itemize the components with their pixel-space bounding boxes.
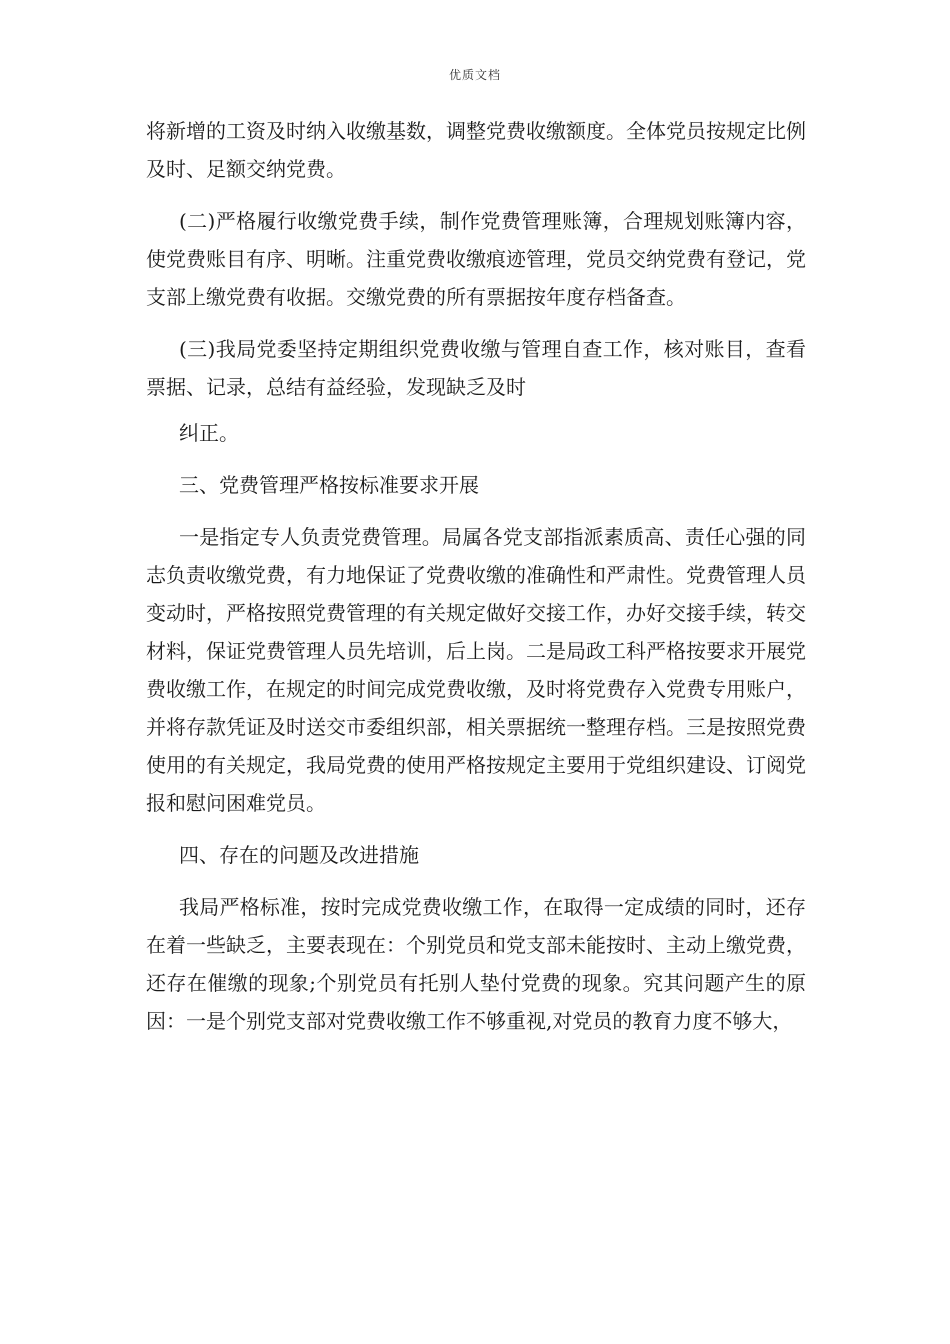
paragraph-5: 一是指定专人负责党费管理。局属各党支部指派素质高、责任心强的同志负责收缴党费，有力地保证了党费收缴的准确性和严肃性。党费管理人员变动时，严格按照党费管理的有关规定做好交接工作，办好交接手续，转交材料，保证党费管理人员先培训，后上岗。二是局政工科严格按要求开展党费收缴工作，在规定的时间完成党费收缴，及时将党费存入党费专用账户，并将存款凭证及时送交市委组织部，相关票据统一整理存档。三是按照党费使用的有关规定，我局党费的使用严格按规定主要用于党组织建设、订阅党报和慰问困难党员。 [146,525,806,815]
paragraph-3: (三)我局党委坚持定期组织党费收缴与管理自查工作，核对账目，查看票据、记录，总结有益经验，发现缺乏及时 [146,337,806,399]
paragraph-1: 将新增的工资及时纳入收缴基数，调整党费收缴额度。全体党员按规定比例及时、足额交纳党费。 [146,119,806,181]
paragraph-4: 纠正。 [179,421,239,445]
paragraph-6: 我局严格标准，按时完成党费收缴工作，在取得一定成绩的同时，还存在着一些缺乏，主要表现在：个别党员和党支部未能按时、主动上缴党费，还存在催缴的现象;个别党员有托别人垫付党费的现象。究其问题产生的原因：一是个别党支部对党费收缴工作不够重视,对党员的教育力度不够大， [146,895,806,1033]
section-heading-3: 三、党费管理严格按标准要求开展 [179,473,479,497]
paragraph-2: (二)严格履行收缴党费手续，制作党费管理账簿，合理规划账簿内容，使党费账目有序、明晰。注重党费收缴痕迹管理，党员交纳党费有登记，党支部上缴党费有收据。交缴党费的所有票据按年度存档备查。 [146,209,806,309]
document-body [146,112,806,1040]
section-heading-4: 四、存在的问题及改进措施 [179,843,419,867]
page-header: 优质文档 [448,68,501,82]
